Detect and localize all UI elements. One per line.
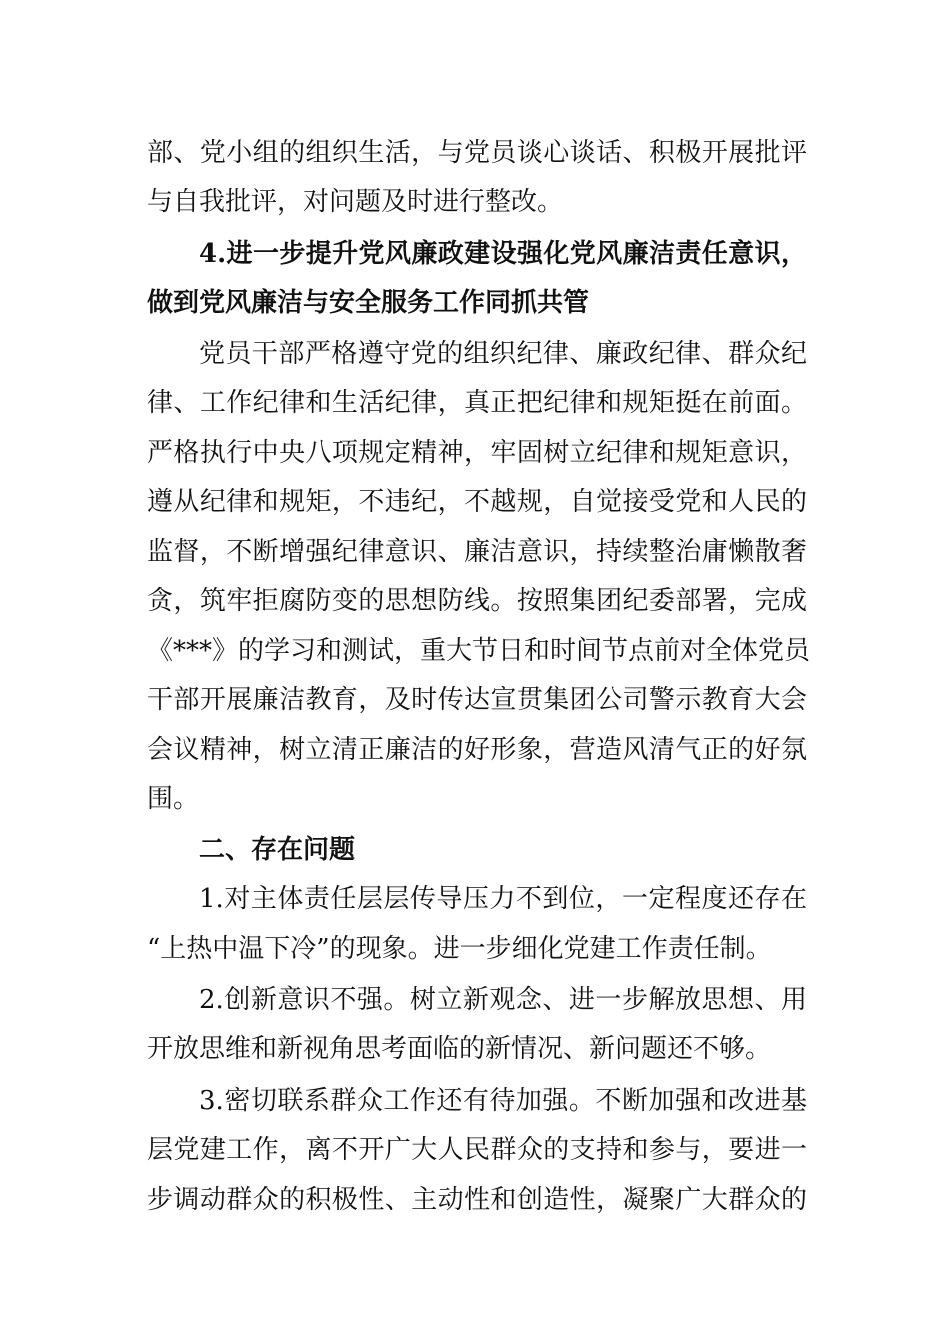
body-text-line: 贪，筑牢拒腐防变的思想防线。按照集团纪委部署，完成	[147, 586, 807, 616]
body-text-line: 遵从纪律和规矩，不违纪，不越规，自觉接受党和人民的	[147, 487, 807, 517]
section-heading: 二、存在问题	[199, 835, 356, 865]
body-text-line: 干部开展廉洁教育，及时传达宣贯集团公司警示教育大会	[147, 685, 807, 715]
body-text-line: 党员干部严格遵守党的组织纪律、廉政纪律、群众纪	[199, 339, 807, 369]
body-text-line: 步调动群众的积极性、主动性和创造性，凝聚广大群众的	[147, 1185, 807, 1215]
subheading-line: 做到党风廉洁与安全服务工作同抓共管	[147, 288, 590, 318]
body-text-line: 围。	[147, 784, 200, 814]
body-text-line: 会议精神，树立清正廉洁的好形象，营造风清气正的好氛	[147, 735, 807, 765]
body-text-line: 《***》的学习和测试，重大节日和时间节点前对全体党员	[147, 636, 811, 666]
subheading-line: 4.进一步提升党风廉政建设强化党风廉洁责任意识，	[199, 239, 807, 269]
body-text-line: 3.密切联系群众工作还有待加强。不断加强和改进基	[199, 1086, 807, 1116]
body-text-line: 1.对主体责任层层传导压力不到位，一定程度还存在	[199, 884, 807, 914]
body-text-line: 2.创新意识不强。树立新观念、进一步解放思想、用	[199, 985, 807, 1015]
body-text-line: 部、党小组的组织生活，与党员谈心谈话、积极开展批评	[147, 138, 807, 168]
body-text-line: 开放思维和新视角思考面临的新情况、新问题还不够。	[147, 1034, 772, 1064]
body-text-line: 监督，不断增强纪律意识、廉洁意识，持续整治庸懒散奢	[147, 537, 807, 567]
body-text-line: 严格执行中央八项规定精神，牢固树立纪律和规矩意识，	[147, 438, 807, 468]
body-text-line: 律、工作纪律和生活纪律，真正把纪律和规矩挺在前面。	[147, 388, 807, 418]
body-text-line: 与自我批评，对问题及时进行整改。	[147, 187, 564, 217]
body-text-line: 层党建工作，离不开广大人民群众的支持和参与，要进一	[147, 1135, 807, 1165]
body-text-line: “上热中温下冷”的现象。进一步细化党建工作责任制。	[147, 934, 772, 964]
